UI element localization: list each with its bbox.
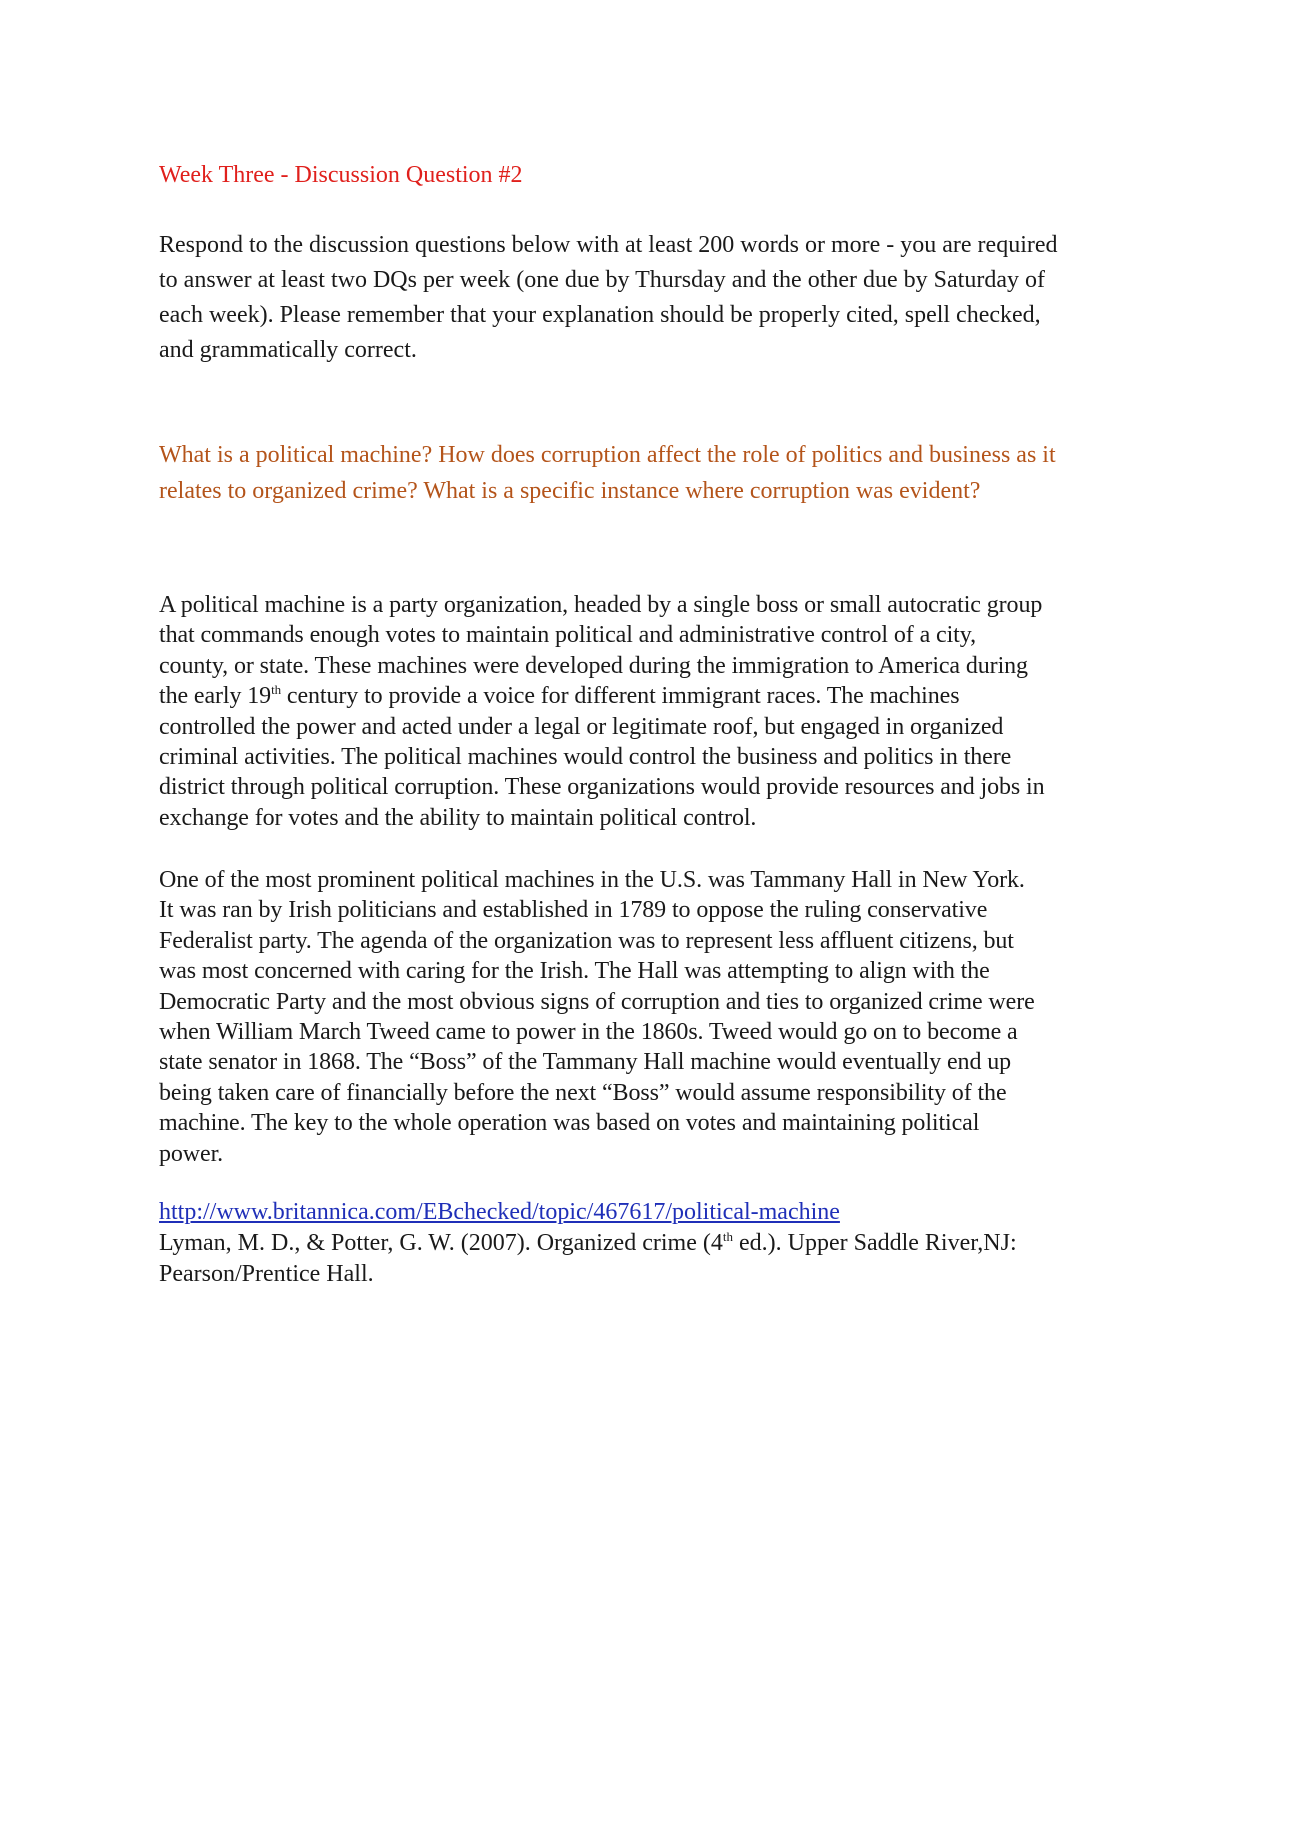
answer-line: county, or state. These machines were developed during the immigration to America during: [159, 652, 1028, 679]
answer-line: Democratic Party and the most obvious signs of corruption and ties to organized crime were: [159, 988, 1035, 1015]
answer-paragraph-1: [159, 590, 1159, 833]
question-line: relates to organized crime? What is a specific instance where corruption was evident?: [159, 478, 981, 504]
answer-line: One of the most prominent political machines in the U.S. was Tammany Hall in New York.: [159, 867, 1025, 893]
answer-line: being taken care of financially before the next “Boss” would assume responsibility of the: [159, 1079, 1007, 1106]
answer-line: It was ran by Irish politicians and established in 1789 to oppose the ruling conservative: [159, 897, 988, 924]
instructions-line: and grammatically correct.: [159, 337, 417, 363]
answer-line: exchange for votes and the ability to maintain political control.: [159, 804, 757, 831]
answer-line: A political machine is a party organization, headed by a single boss or small autocratic group: [159, 592, 1043, 618]
answer-line: that commands enough votes to maintain political and administrative control of a city,: [159, 622, 976, 649]
answer-line: machine. The key to the whole operation was based on votes and maintaining political: [159, 1110, 980, 1137]
instructions-paragraph: [159, 228, 1159, 368]
answer-line: controlled the power and acted under a legal or legitimate roof, but engaged in organized: [159, 713, 1004, 740]
instructions-line: Respond to the discussion questions below with at least 200 words or more - you are required: [159, 232, 1058, 258]
answer-line: when William March Tweed came to power in the 1860s. Tweed would go on to become a: [159, 1019, 1018, 1046]
britannica-link[interactable]: http://www.britannica.com/EBchecked/topic/467617/political-machine: [159, 1199, 840, 1225]
answer-line: Federalist party. The agenda of the organization was to represent less affluent citizens, but: [159, 927, 1014, 954]
citation-text: ed.). Upper Saddle River,NJ:: [732, 1230, 1017, 1256]
instructions-line: to answer at least two DQs per week (one due by Thursday and the other due by Saturday of: [159, 267, 1045, 293]
answer-line: district through political corruption. These organizations would provide resources and jobs in: [159, 774, 1045, 801]
answer-line-text: century to provide a voice for different immigrant races. The machines: [281, 683, 960, 710]
title-text: Week Three - Discussion Question #2: [159, 162, 523, 188]
document-title: [159, 160, 1159, 190]
citation-text: Lyman, M. D., & Potter, G. W. (2007). Organized crime (4: [159, 1230, 723, 1256]
instructions-line: each week). Please remember that your explanation should be properly cited, spell checked,: [159, 302, 1041, 328]
answer-line: [159, 681, 1159, 711]
superscript-ordinal: th: [722, 1229, 733, 1244]
answer-line: state senator in 1868. The “Boss” of the Tammany Hall machine would eventually end up: [159, 1049, 1012, 1076]
question-line: What is a political machine? How does corruption affect the role of politics and business as it: [159, 442, 1056, 468]
references: [159, 1197, 1159, 1290]
citation-line: [159, 1228, 1159, 1259]
discussion-question: [159, 437, 1159, 509]
answer-line: power.: [159, 1140, 224, 1167]
answer-line: criminal activities. The political machines would control the business and politics in there: [159, 744, 1012, 771]
reference-link-line: [159, 1197, 1159, 1228]
answer-line: was most concerned with caring for the Irish. The Hall was attempting to align with the: [159, 958, 990, 985]
superscript-ordinal: th: [271, 682, 282, 698]
answer-paragraph-2: [159, 865, 1159, 1169]
answer-line-text: the early 19: [159, 683, 272, 710]
citation-line: Pearson/Prentice Hall.: [159, 1261, 374, 1287]
